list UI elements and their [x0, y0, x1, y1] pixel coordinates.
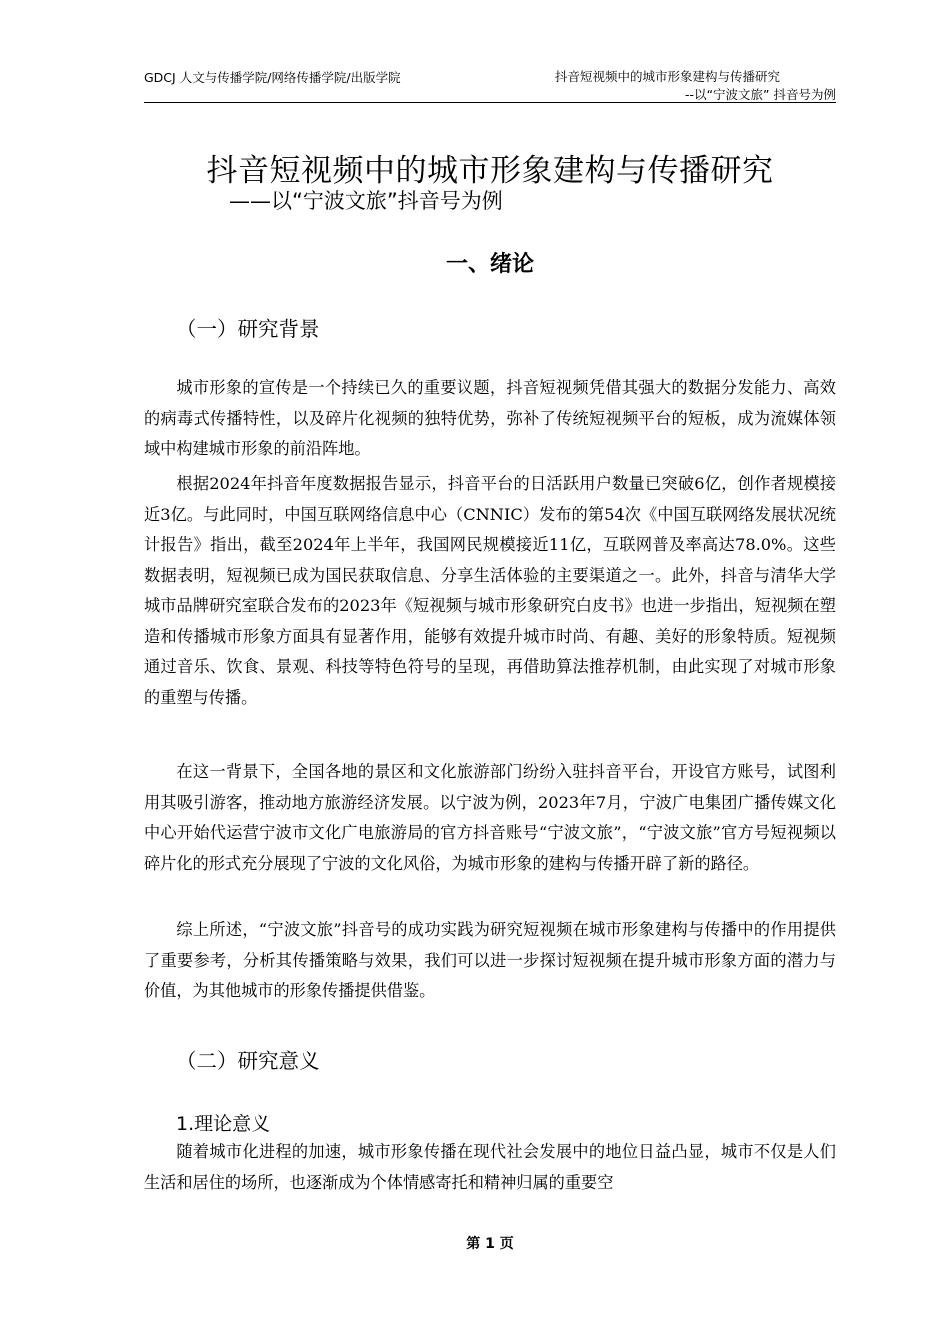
paragraph: 根据2024年抖音年度数据报告显示，抖音平台的日活跃用户数量已突破6亿，创作者规模接近3亿。与此同时，中国互联网络信息中心（CNNIC）发布的第54次《中国互联网络发展状况统计报告》指出，截至2024年上半年，我国网民规模接近11亿，互联网普及率高达78.0%。这些数据表明，短视频已成为国民获取信息、分享生活体验的主要渠道之一。此外，抖音与清华大学城市品牌研究室联合发布的2023年《短视频与城市形象研究白皮书》也进一步指出，短视频在塑造和传播城市形象方面具有显著作用，能够有效提升城市时尚、有趣、美好的形象特质。短视频通过音乐、饮食、景观、科技等特色符号的呈现，再借助算法推荐机制，由此实现了对城市形象的重塑与传播。 [144, 474, 836, 707]
paragraph: 综上所述，“宁波文旅”抖音号的成功实践为研究短视频在城市形象建构与传播中的作用提供了重要参考，分析其传播策略与效果，我们可以进一步探讨短视频在提升城市形象方面的潜力与价值，为其他城市的形象传播提供借鉴。 [144, 920, 836, 1000]
header-title-line: 抖音短视频中的城市形象建构与传播研究 [554, 69, 780, 84]
subsection-heading-theory: 1.理论意义 [176, 1113, 271, 1135]
header-subtitle-line: --以“宁波文旅” 抖音号为例 [685, 87, 836, 102]
paper-title: 抖音短视频中的城市形象建构与传播研究 [206, 153, 774, 189]
paragraph: 城市形象的宣传是一个持续已久的重要议题，抖音短视频凭借其强大的数据分发能力、高效的病毒式传播特性，以及碎片化视频的独特优势，弥补了传统短视频平台的短板，成为流媒体领域中构建城市形象的前沿阵地。 [144, 378, 836, 458]
header-rule [144, 102, 836, 103]
section-heading-background: （一）研究背景 [176, 317, 320, 341]
page-header [144, 66, 836, 106]
chapter-heading: 一、绪论 [445, 252, 534, 277]
header-paper-title [555, 68, 836, 104]
paragraph: 在这一背景下，全国各地的景区和文化旅游部门纷纷入驻抖音平台，开设官方账号，试图利用其吸引游客，推动地方旅游经济发展。以宁波为例，2023年7月，宁波广电集团广播传媒文化中心开始代运营宁波市文化广电旅游局的官方抖音账号“宁波文旅”，“宁波文旅”官方号短视频以碎片化的形式充分展现了宁波的文化风俗，为城市形象的建构与传播开辟了新的路径。 [144, 762, 836, 873]
section-heading-significance: （二）研究意义 [176, 1049, 320, 1073]
paper-subtitle: ——以“宁波文旅”抖音号为例 [229, 189, 503, 213]
header-institution: GDCJ 人文与传播学院/网络传播学院/出版学院 [144, 70, 401, 85]
page-number: 第 1 页 [466, 1236, 514, 1252]
paragraph: 随着城市化进程的加速，城市形象传播在现代社会发展中的地位日益凸显，城市不仅是人们生活和居住的场所，也逐渐成为个体情感寄托和精神归属的重要空 [144, 1142, 836, 1192]
